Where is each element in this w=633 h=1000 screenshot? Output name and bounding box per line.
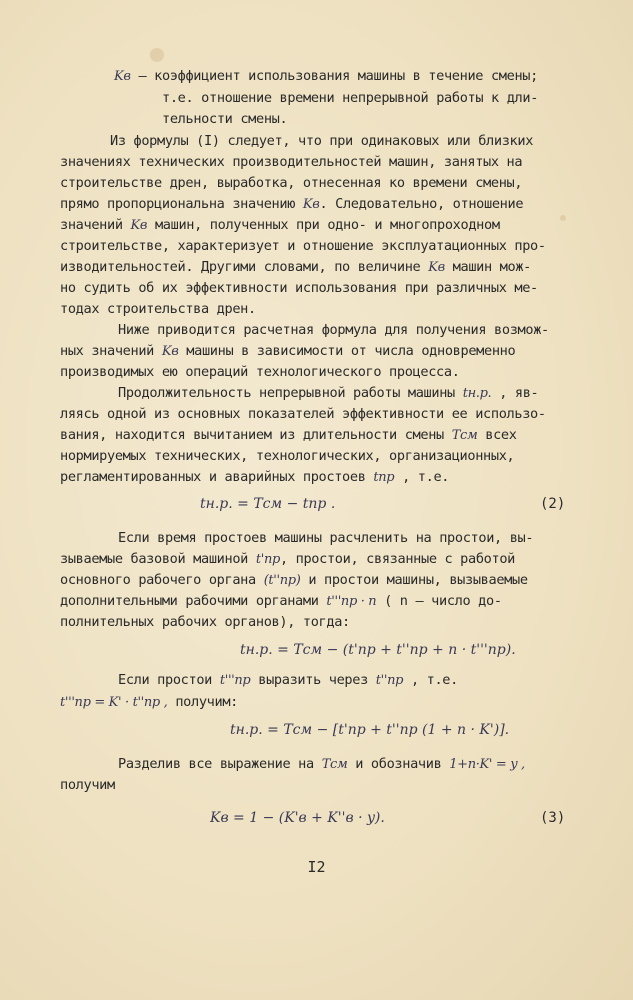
text-line: прямо пропорциональна значению Kв. Следовательно, отношение (60, 196, 524, 212)
text-line: нормируемых технических, технологических, организационных, (60, 448, 515, 464)
text-line: значений Kв машин, полученных при одно- и многопроходном (60, 217, 500, 233)
text-line: тодах строительства дрен. (60, 301, 256, 317)
text-line: Если время простоев машины расчленить на простои, вы- (118, 530, 534, 546)
handwritten-symbol: t''пр (375, 673, 404, 688)
text-line: регламентированных и аварийных простоев tпр , т.е. (60, 469, 450, 485)
text-line: ных значений Kв машины в зависимости от числа одновременно (60, 343, 516, 359)
text-line: дополнительными рабочими органами t'''пр · n ( n – число до- (60, 593, 502, 609)
handwritten-symbol: Kв (161, 344, 179, 359)
equation-number: (3) (540, 810, 566, 826)
text-line: зываемые базовой машиной t'пр, простои, связанные с работой (60, 551, 515, 567)
text-line: Kв – коэффициент использования машины в течение смены; (114, 68, 538, 84)
handwritten-symbol: t'пр (255, 552, 280, 567)
handwritten-symbol: Tсм (321, 757, 348, 772)
text-line: Ниже приводится расчетная формула для получения возмож- (118, 322, 549, 338)
formula-t-np-expanded: tн.р. = Tсм − (t'пр + t''пр + n · t'''пр). (240, 642, 516, 658)
handwritten-symbol: t'''пр = K' · t''пр , (60, 695, 168, 710)
handwritten-symbol: Kв (130, 218, 148, 233)
equation-number: (2) (540, 496, 566, 512)
text-line: т.е. отношение времени непрерывной работы к дли- (162, 90, 539, 106)
text-line: значениях технических производительностей машин, занятых на (60, 154, 523, 170)
formula-2: tн.р. = Tсм − tпр . (200, 496, 336, 512)
text-line: t'''пр = K' · t''пр , получим: (60, 694, 238, 710)
handwritten-symbol: Kв (428, 260, 445, 275)
text-line: строительстве, характеризует и отношение эксплуатационных про- (60, 238, 546, 254)
handwritten-symbol: Kв (302, 197, 320, 212)
handwritten-symbol: 1+n·K' = y , (449, 757, 525, 772)
handwritten-symbol: (t''пр) (263, 573, 301, 588)
text-line: Из формулы (I) следует, что при одинаковых или близких (110, 133, 534, 149)
handwritten-symbol: tпр (373, 470, 395, 485)
paper-stain (560, 215, 566, 221)
handwritten-symbol: t'''пр (219, 673, 251, 688)
text-line: изводительностей. Другими словами, по величине Kв машин мож- (60, 259, 531, 275)
formula-t-np-substituted: tн.р. = Tсм − [t'пр + t''пр (1 + n · K')]. (230, 722, 510, 738)
text-line: ляясь одной из основных показателей эффективности ее использо- (60, 406, 546, 422)
page-number: I2 (307, 858, 326, 876)
text-line: Разделив все выражение на Tсм и обозначив 1+n·K' = y , (118, 756, 525, 772)
formula-3: Kв = 1 − (K'в + K''в · y). (210, 810, 385, 826)
text-line: получим (60, 777, 115, 793)
text-line: Если простои t'''пр выразить через t''пр , т.е. (118, 672, 458, 688)
handwritten-symbol: Tсм (451, 428, 478, 443)
handwritten-symbol: tн.р. (462, 386, 492, 401)
handwritten-symbol: Kв (114, 69, 131, 84)
text-line: основного рабочего органа (t''пр) и простои машины, вызываемые (60, 572, 528, 588)
handwritten-symbol: t'''пр · n (326, 594, 377, 609)
text-line: Продолжительность непрерывной работы машины tн.р. , яв- (118, 385, 539, 401)
text-line: полнительных рабочих органов), тогда: (60, 614, 350, 630)
text-line: строительстве дрен, выработка, отнесенная ко времени смены, (60, 175, 523, 191)
paper-stain (150, 48, 164, 62)
text-line: производимых ею операций технологического процесса. (60, 364, 460, 380)
text-line: тельности смены. (162, 111, 288, 127)
text-line: вания, находится вычитанием из длительности смены Tсм всех (60, 427, 517, 443)
text-line: но судить об их эффективности использования при различных ме- (60, 280, 538, 296)
